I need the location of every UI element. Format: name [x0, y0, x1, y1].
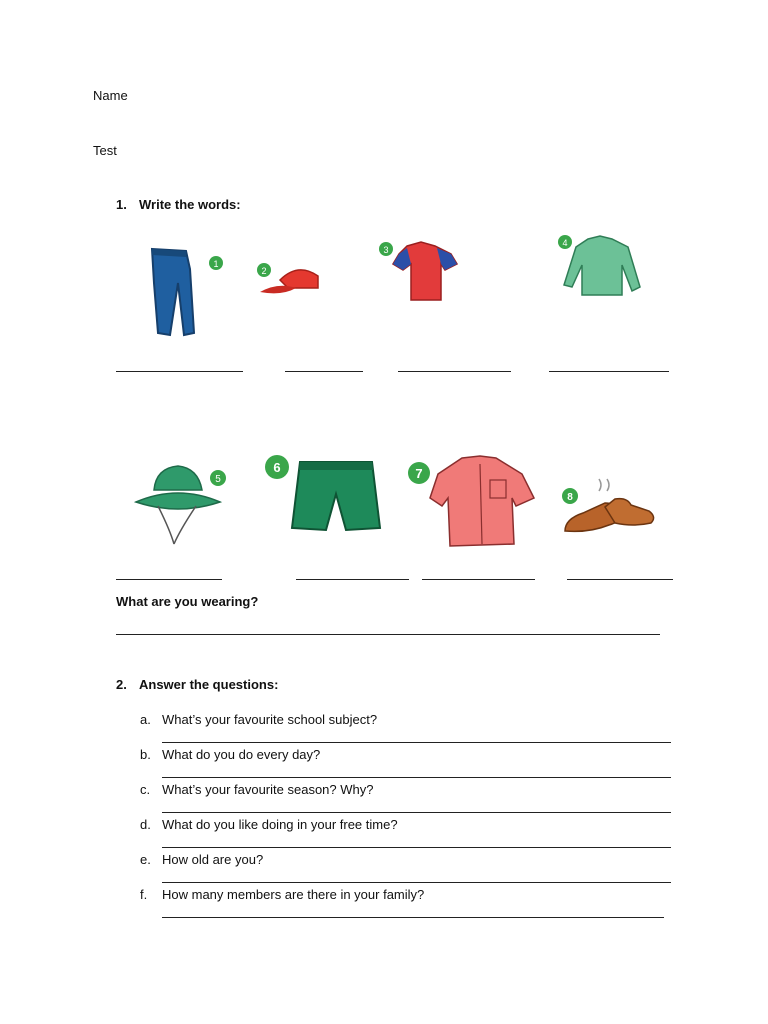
- t-shirt-icon: [373, 236, 468, 311]
- answer-line-e[interactable]: [162, 882, 671, 883]
- trousers-icon: [138, 243, 238, 343]
- answer-line-8[interactable]: [567, 579, 673, 580]
- bucket-hat-icon: [132, 460, 232, 548]
- item-number-3: 3: [383, 245, 389, 255]
- item-number-2: 2: [261, 266, 267, 276]
- answer-line-2[interactable]: [285, 371, 363, 372]
- item-number-5: 5: [215, 474, 221, 485]
- item-number-8: 8: [567, 492, 573, 503]
- answer-line-d[interactable]: [162, 847, 671, 848]
- section1-title: Write the words:: [139, 197, 241, 212]
- answer-line-7[interactable]: [422, 579, 535, 580]
- item-number-6: 6: [273, 460, 281, 475]
- question-a: What’s your favourite school subject?: [162, 712, 378, 727]
- answer-line-b[interactable]: [162, 777, 671, 778]
- answer-line-1[interactable]: [116, 371, 243, 372]
- section1-number: 1.: [116, 197, 127, 212]
- shoes-icon: [559, 477, 659, 537]
- section2-number: 2.: [116, 677, 127, 692]
- section2-title: Answer the questions:: [139, 677, 279, 692]
- question-marker-b: b.: [140, 747, 151, 762]
- question-d: What do you like doing in your free time?: [162, 817, 398, 832]
- answer-line-4[interactable]: [549, 371, 669, 372]
- answer-line-a[interactable]: [162, 742, 671, 743]
- answer-line-6[interactable]: [296, 579, 409, 580]
- sweater-icon: [552, 231, 647, 301]
- question-e: How old are you?: [162, 852, 264, 867]
- wearing-question: What are you wearing?: [116, 594, 259, 609]
- answer-line-3[interactable]: [398, 371, 511, 372]
- question-marker-c: c.: [140, 782, 151, 797]
- cap-icon: [252, 258, 327, 303]
- wearing-answer-line[interactable]: [116, 634, 660, 635]
- item-number-7: 7: [415, 466, 423, 481]
- question-marker-e: e.: [140, 852, 151, 867]
- question-c: What’s your favourite season? Why?: [162, 782, 374, 797]
- question-f: How many members are there in your family?: [162, 887, 425, 902]
- question-marker-d: d.: [140, 817, 151, 832]
- item-number-1: 1: [213, 259, 219, 269]
- answer-line-c[interactable]: [162, 812, 671, 813]
- shirt-icon: [404, 452, 539, 550]
- question-b: What do you do every day?: [162, 747, 321, 762]
- answer-line-5[interactable]: [116, 579, 222, 580]
- shorts-icon: [262, 452, 384, 536]
- item-number-4: 4: [562, 238, 568, 248]
- question-marker-a: a.: [140, 712, 151, 727]
- answer-line-f[interactable]: [162, 917, 664, 918]
- question-marker-f: f.: [140, 887, 148, 902]
- test-label: Test: [93, 143, 117, 158]
- name-label: Name: [93, 88, 128, 103]
